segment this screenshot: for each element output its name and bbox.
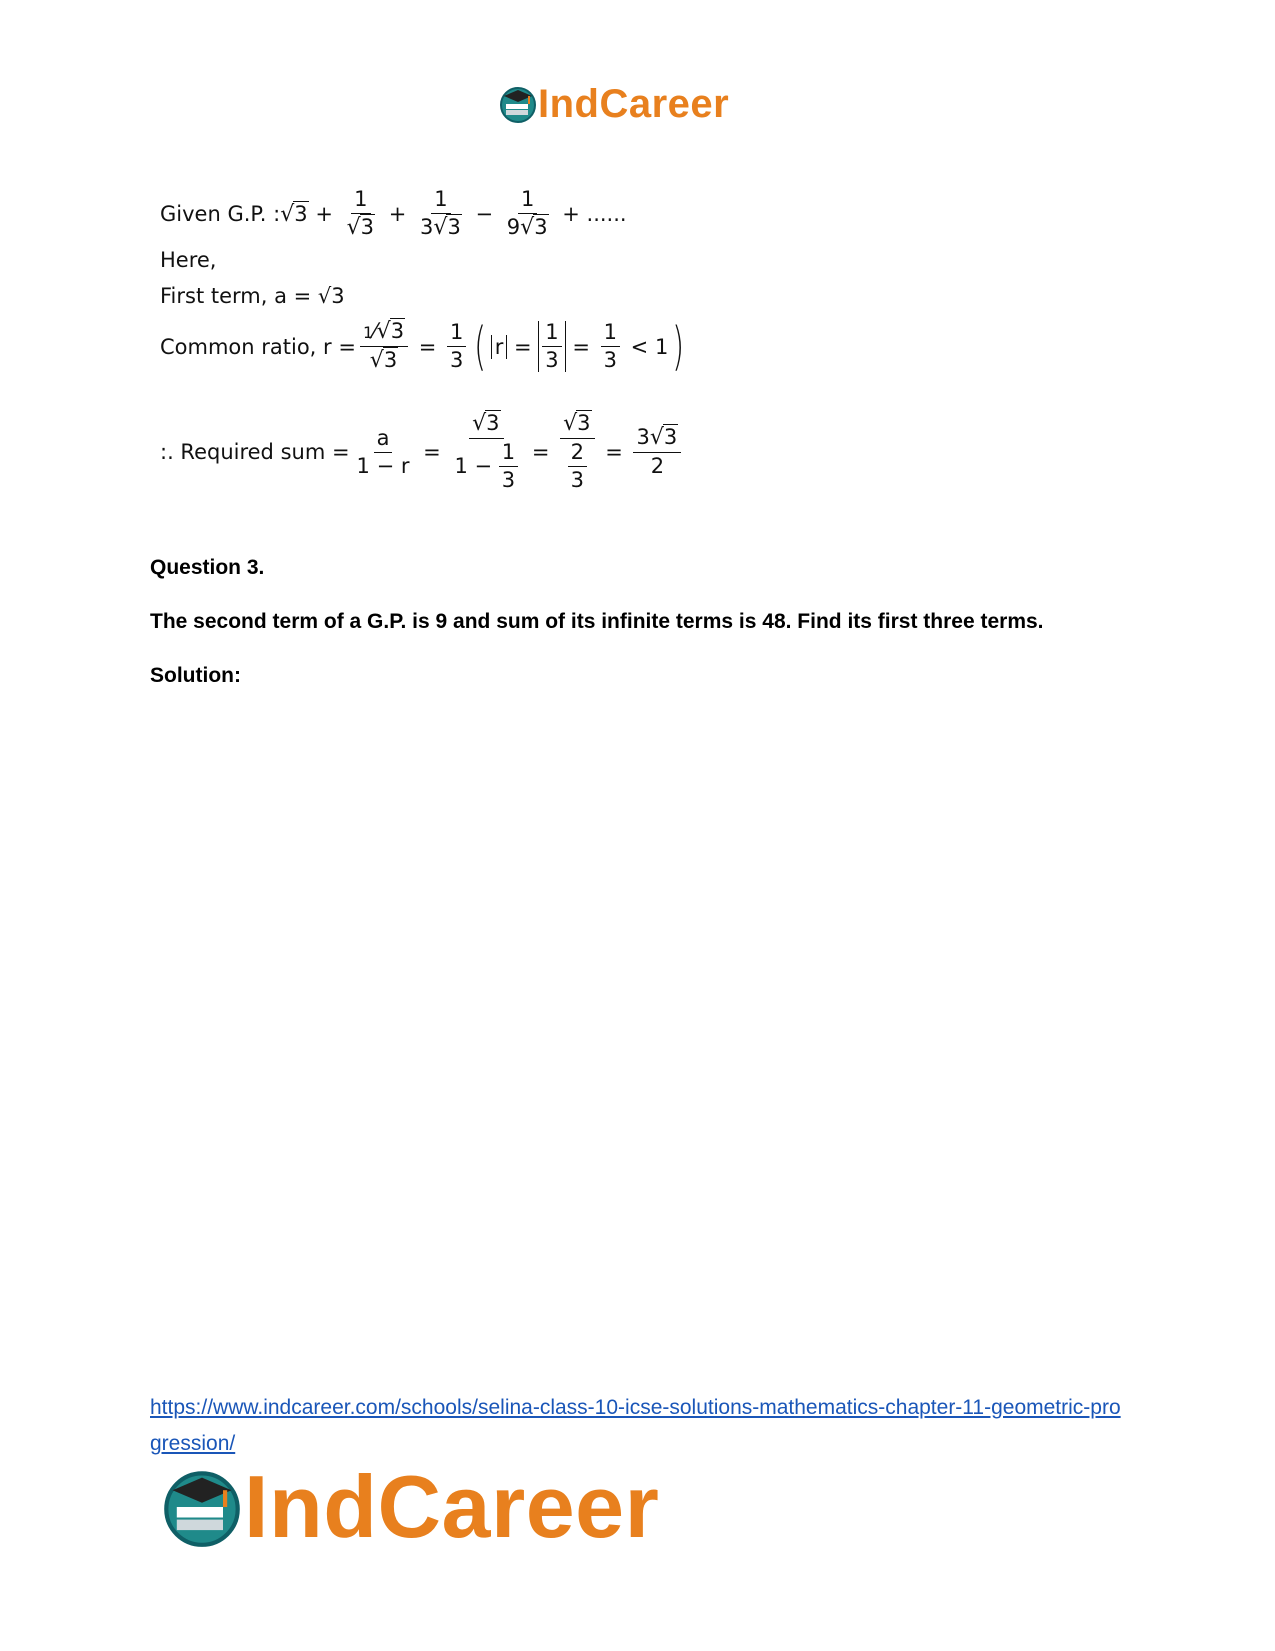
- solution-label: Solution:: [150, 664, 241, 687]
- here-line: Here,: [160, 248, 217, 272]
- required-sum-label: :. Required sum =: [160, 440, 350, 465]
- common-ratio-label: Common ratio, r =: [160, 334, 356, 359]
- common-ratio-line: Common ratio, r = $\frac{1⁄√3}{√3}$ = $\frac{1}{3}$ ( r = $\frac{1}{3}$ = $\frac{1}{3}$ < 1 ): [160, 316, 685, 377]
- header-logo: [498, 76, 729, 132]
- given-label: Given G.P. :: [160, 202, 281, 227]
- required-sum-line: :. Required sum = $\frac{a}{1 - r}$ = √3 1 − $\frac{1}{3}$ = $\frac{√3}{\frac{2}{3}}$ = $\frac{3√3}{2}$: [160, 412, 685, 492]
- graduation-cap-icon: [160, 1465, 244, 1549]
- brand-wordmark: IndCareer: [538, 81, 730, 126]
- solution-math-block: [160, 180, 685, 520]
- source-link[interactable]: https://www.indcareer.com/schools/selina-class-10-icse-solutions-mathematics-chapter-11-geometric-progression/: [150, 1396, 1121, 1455]
- given-series-line: Given G.P. : √3 + $\frac{1}{√3}$ + $\frac{1}{3√3}$ − $\frac{1}{9√3}$ + ......: [160, 187, 627, 241]
- footer-logo: [160, 1457, 660, 1556]
- graduation-cap-icon: [498, 84, 538, 124]
- question-text: The second term of a G.P. is 9 and sum of its infinite terms is 48. Find its first three terms.: [150, 610, 1044, 633]
- question-title: Question 3.: [150, 556, 265, 579]
- first-term-line: First term, a = √3: [160, 284, 345, 308]
- brand-wordmark: IndCareer: [244, 1457, 660, 1556]
